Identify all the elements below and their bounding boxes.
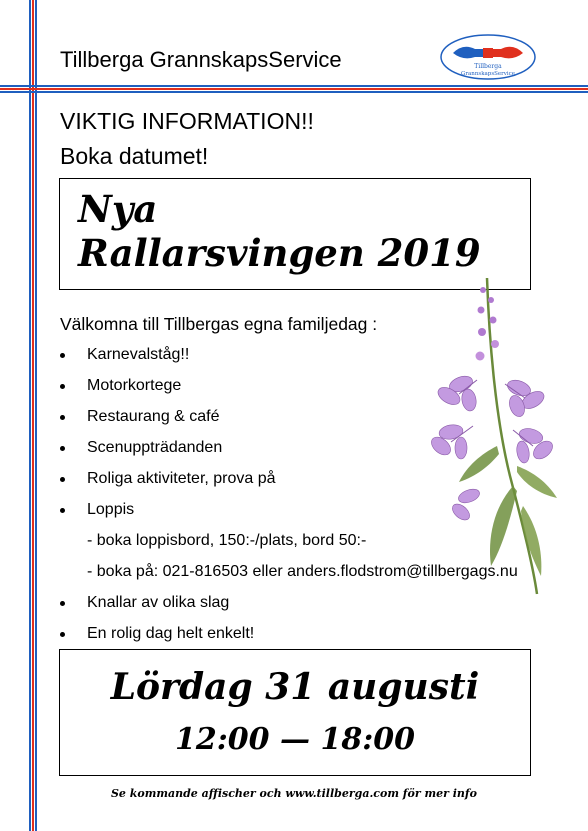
list-item-text: Roliga aktiviteter, prova på	[87, 470, 276, 487]
frame-vline-blue-2	[35, 0, 37, 831]
list-item	[60, 404, 518, 435]
frame-hline-blue-1	[0, 85, 588, 87]
intro-text: Välkomna till Tillbergas egna familjedag :	[60, 314, 378, 334]
save-date-heading: Boka datumet!	[60, 143, 209, 169]
list-item-text: Loppis	[87, 501, 135, 518]
list-item-text: - boka loppisbord, 150:-/plats, bord 50:-	[87, 532, 367, 549]
bullet-icon	[60, 508, 65, 513]
date-box	[59, 649, 531, 776]
list-item-text: Knallar av olika slag	[87, 594, 230, 611]
list-item	[60, 466, 518, 497]
bullet-icon	[60, 384, 65, 389]
list-item	[60, 497, 518, 528]
list-item	[60, 342, 518, 373]
event-title-line1: Nya	[78, 187, 158, 231]
activity-list	[60, 342, 518, 652]
list-item-text: Restaurang & café	[87, 408, 220, 425]
event-time: 12:00 — 18:00	[174, 722, 416, 757]
list-item	[60, 435, 518, 466]
frame-vline-blue-1	[29, 0, 31, 831]
list-item-text: - boka på: 021-816503 eller anders.flodstrom@tillbergags.nu	[87, 563, 518, 580]
footer-note: Se kommande affischer och www.tillberga.com för mer info	[110, 787, 478, 800]
event-title-line2: Rallarsvingen 2019	[78, 231, 481, 275]
list-item-text: Scenuppträdanden	[87, 439, 223, 456]
list-item-text: En rolig dag helt enkelt!	[87, 625, 255, 642]
important-info-heading: VIKTIG INFORMATION!!	[60, 108, 314, 134]
list-item	[60, 590, 518, 621]
bullet-icon	[60, 601, 65, 606]
event-title-box	[59, 178, 531, 290]
list-item-text: Motorkortege	[87, 377, 182, 394]
frame-hline-red	[0, 88, 588, 90]
organization-name: Tillberga GrannskapsService	[60, 47, 342, 72]
list-item	[60, 621, 518, 652]
event-date: Lördag 31 augusti	[110, 666, 480, 708]
list-item	[60, 373, 518, 404]
logo-text-top: Tillberga	[474, 63, 502, 70]
frame-hline-blue-2	[0, 91, 588, 93]
frame-vline-red	[32, 0, 34, 831]
list-subitem	[60, 528, 518, 559]
list-item-text: Karnevalståg!!	[87, 346, 190, 363]
bullet-icon	[60, 353, 65, 358]
bullet-icon	[60, 632, 65, 637]
bullet-icon	[60, 415, 65, 420]
bullet-icon	[60, 446, 65, 451]
list-subitem	[60, 559, 518, 590]
logo-emblem-icon	[439, 33, 537, 81]
logo-text-bottom: GrannskapsService	[460, 71, 516, 77]
bullet-icon	[60, 477, 65, 482]
